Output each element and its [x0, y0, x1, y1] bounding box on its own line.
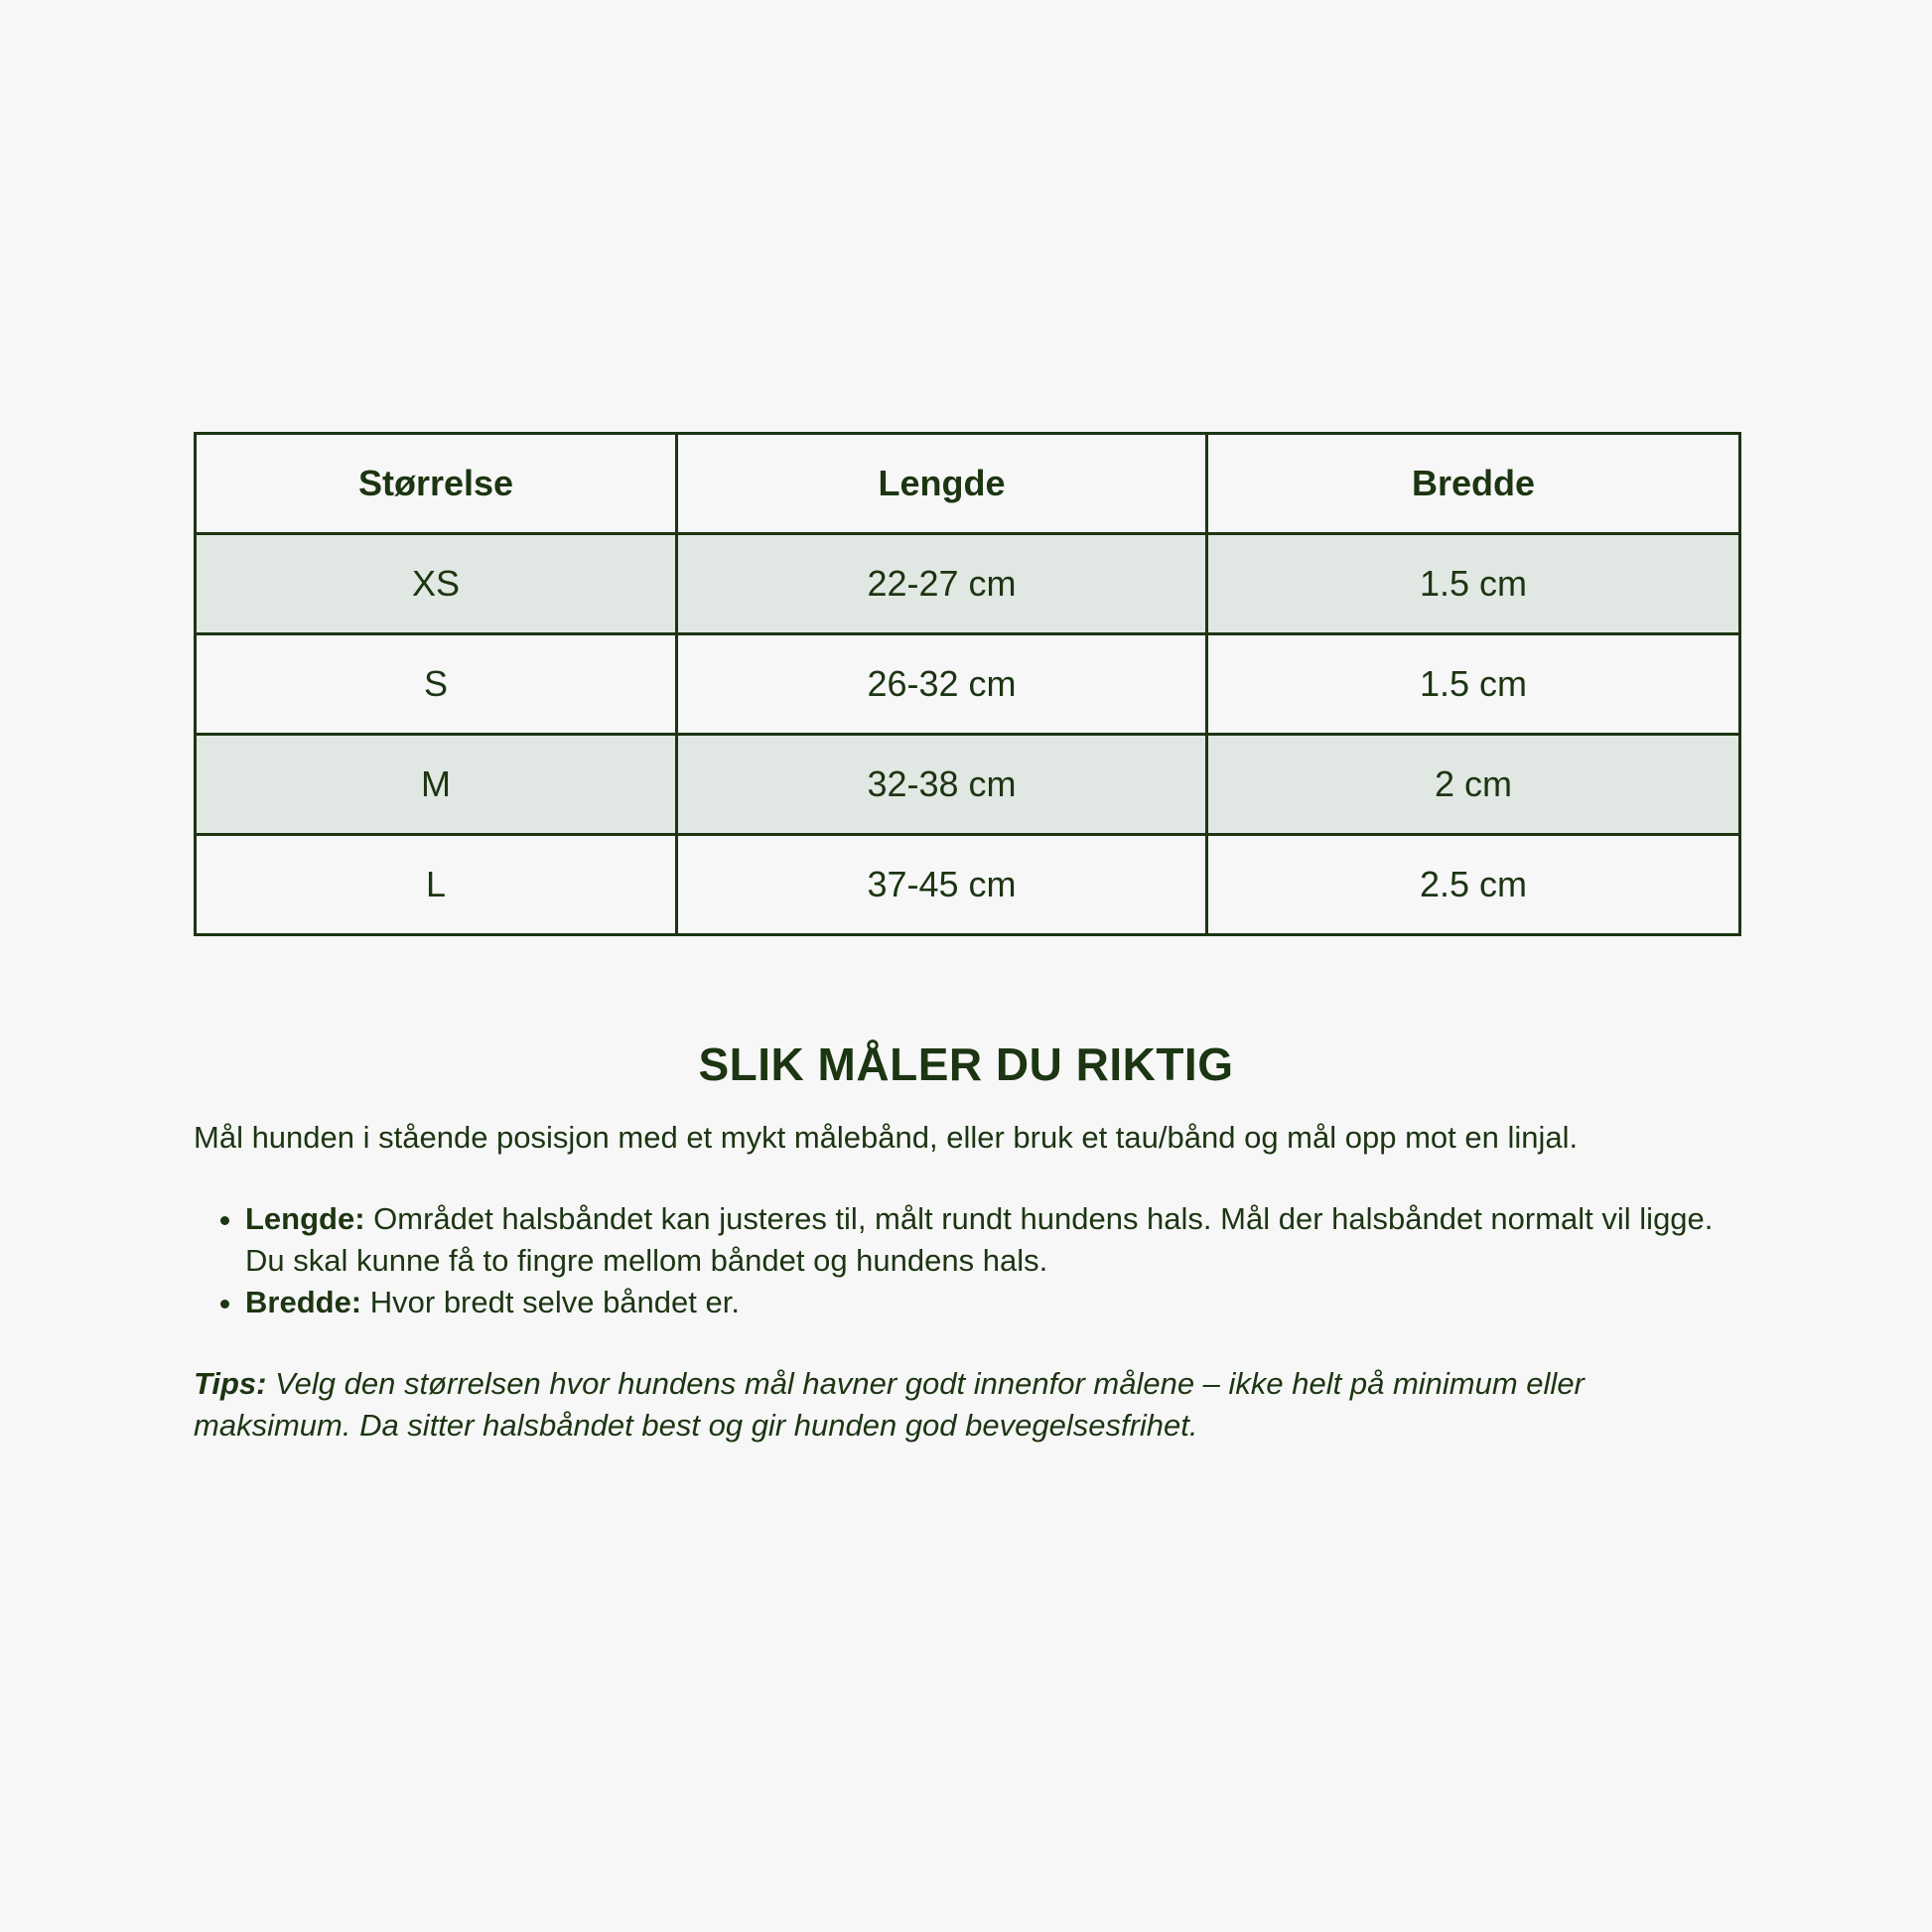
cell-size: S — [196, 634, 677, 735]
table-row — [196, 534, 1740, 634]
cell-length: 37-45 cm — [677, 835, 1207, 935]
table-row — [196, 835, 1740, 935]
tip-text: Velg den størrelsen hvor hundens mål havner godt innenfor målene – ikke helt på minimum eller maksimum. Da sitter halsbåndet best og gir hunden god bevegelsesfrihet. — [194, 1366, 1585, 1443]
table-row — [196, 735, 1740, 835]
header-width: Bredde — [1207, 434, 1740, 534]
definition-text-length: Området halsbåndet kan justeres til, målt rundt hundens hals. Mål der halsbåndet normalt vil ligge. Du skal kunne få to fingre mellom båndet og hundens hals. — [245, 1201, 1714, 1278]
cell-size: L — [196, 835, 677, 935]
definition-text-width: Hvor bredt selve båndet er. — [361, 1285, 740, 1319]
cell-width: 1.5 cm — [1207, 634, 1740, 735]
cell-length: 22-27 cm — [677, 534, 1207, 634]
cell-width: 1.5 cm — [1207, 534, 1740, 634]
definition-term-length: Lengde: — [245, 1201, 365, 1236]
cell-width: 2 cm — [1207, 735, 1740, 835]
tip-paragraph — [194, 1363, 1738, 1447]
table-header-row — [196, 434, 1740, 534]
cell-size: XS — [196, 534, 677, 634]
list-item — [245, 1198, 1738, 1282]
cell-length: 26-32 cm — [677, 634, 1207, 735]
cell-size: M — [196, 735, 677, 835]
header-length: Lengde — [677, 434, 1207, 534]
definition-term-width: Bredde: — [245, 1285, 362, 1319]
size-chart-table — [194, 432, 1741, 936]
measuring-guide — [194, 1037, 1738, 1447]
cell-width: 2.5 cm — [1207, 835, 1740, 935]
cell-length: 32-38 cm — [677, 735, 1207, 835]
definition-list — [194, 1198, 1738, 1323]
guide-title: SLIK MÅLER DU RIKTIG — [698, 1038, 1234, 1090]
header-size: Størrelse — [196, 434, 677, 534]
guide-intro: Mål hunden i stående posisjon med et mykt målebånd, eller bruk et tau/bånd og mål opp mot en linjal. — [194, 1120, 1579, 1155]
table-row — [196, 634, 1740, 735]
tip-label: Tips: — [194, 1366, 267, 1401]
list-item — [245, 1282, 1738, 1323]
